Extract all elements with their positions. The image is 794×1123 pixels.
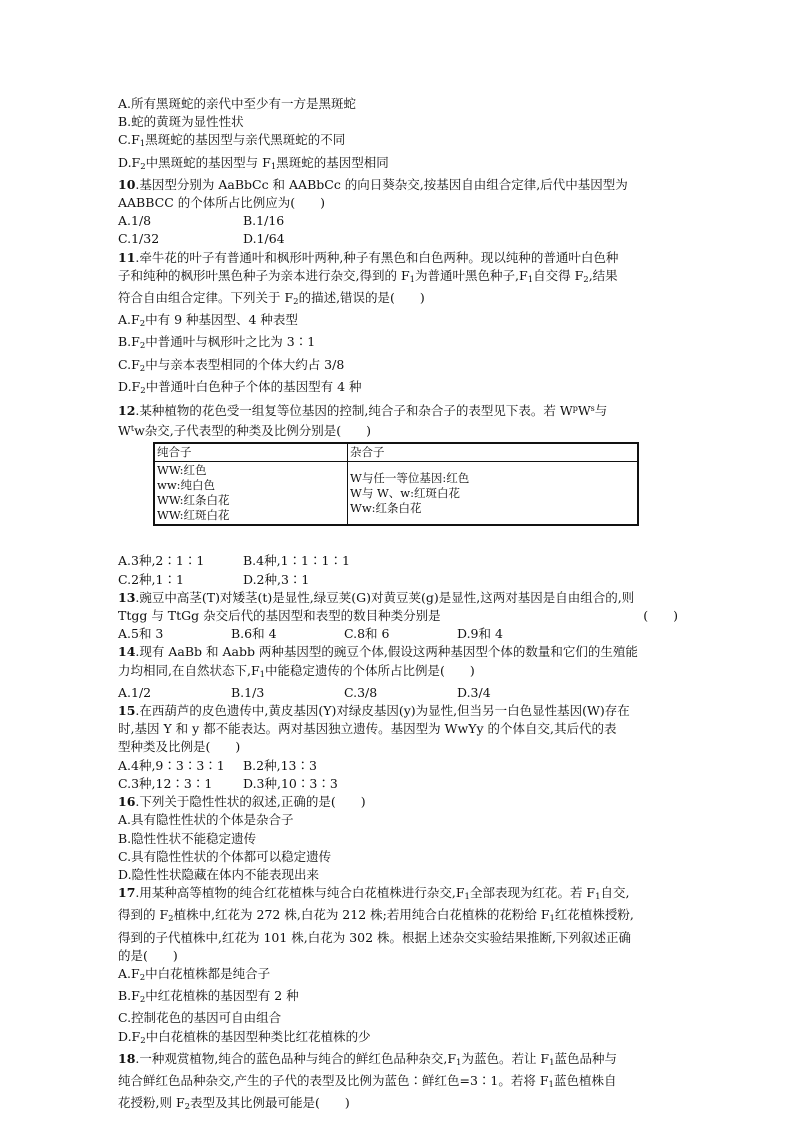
q10-options-row2: C.1/32 D.1/64	[118, 231, 285, 247]
q17-option-c: C.控制花色的基因可自由组合	[118, 1010, 282, 1026]
q16-stem: 16.下列关于隐性性状的叙述,正确的是( )	[118, 794, 366, 810]
q17-stem-3: 得到的子代植株中,红花为 101 株,白花为 302 株。根据上述杂交实验结果推断,下列叙述正确	[118, 929, 632, 945]
q11-option-b: $B.F_2$中普通叶与枫形叶之比为 3∶1	[118, 334, 316, 352]
q11-stem: 11.牵牛花的叶子有普通叶和枫形叶两种,种子有黑色和白色两种。现以纯种的普通叶白色种	[118, 249, 619, 265]
q11-stem-2: 子和纯种的枫形叶黑色种子为亲本进行杂交,得到的 $F_1$为普通叶黑色种子$,F_1$自交得 $F_2$,结果	[118, 267, 618, 285]
q18-stem: 18.一种观赏植物,纯合的蓝色品种与纯合的鲜红色品种杂交$,F_1$为蓝色。若让 $F_1$蓝色品种与	[118, 1050, 618, 1068]
table-cell-heterozygous: W与任一等位基因:红色 W与 W、w:红斑白花 Ww:红条白花	[348, 462, 639, 526]
q10-stem-2: AABBCC 的个体所占比例应为( )	[118, 195, 326, 211]
q17-option-a: $A.F_2$中白花植株都是纯合子	[118, 965, 271, 983]
q17-stem-4: 的是( )	[118, 947, 178, 963]
q11-option-c: $C.F_2$中与亲本表型相同的个体大约占 3/8	[118, 356, 345, 374]
q12-options-row2: C.2种,1∶1 D.2种,3∶1	[118, 571, 310, 587]
table-header-homozygous: 纯合子	[154, 443, 348, 462]
q17-option-d: $D.F_2$中白花植株的基因型种类比红花植株的少	[118, 1028, 371, 1046]
q15-options-row1: A.4种,9∶3∶3∶1 B.2种,13∶3	[118, 757, 317, 773]
q13-options: A.5和 3 B.6和 4 C.8和 6 D.9和 4	[118, 626, 503, 642]
q15-stem-2: 时,基因 Y 和 y 都不能表达。两对基因独立遗传。基因型为 WwYy 的个体自交,其后代的表	[118, 721, 617, 737]
table-header-heterozygous: 杂合子	[348, 443, 639, 462]
flower-color-table	[153, 442, 639, 526]
q10-stem: 10.基因型分别为 AaBbCc 和 AABbCc 的向日葵杂交,按基因自由组合定律,后代中基因型为	[118, 176, 628, 192]
q9-option-b: B.蛇的黄斑为显性性状	[118, 114, 244, 130]
q9-option-d: $D.F_2$中黑斑蛇的基因型与 $F_1$黑斑蛇的基因型相同	[118, 154, 389, 172]
q16-option-b: B.隐性性状不能稳定遗传	[118, 830, 257, 846]
q11-stem-3: 符合自由组合定律。下列关于 $F_2$的描述,错误的是( )	[118, 290, 425, 308]
q9-option-c: $C.F_1$黑斑蛇的基因型与亲代黑斑蛇的不同	[118, 132, 346, 150]
q16-option-a: A.具有隐性性状的个体是杂合子	[118, 812, 294, 828]
q15-stem-3: 型种类及比例是( )	[118, 739, 241, 755]
q18-stem-3: 花授粉,则 $F_2$表型及其比例最可能是( )	[118, 1095, 350, 1113]
q12-stem-2: $W^tw$杂交,子代表型的种类及比例分别是( )	[118, 423, 372, 439]
q11-option-d: $D.F_2$中普通叶白色种子个体的基因型有 4 种	[118, 378, 362, 396]
q13-stem-2: Ttgg 与 TtGg 杂交后代的基因型和表型的数目种类分别是 ( )	[118, 608, 678, 624]
q10-options-row1: A.1/8 B.1/16	[118, 213, 285, 229]
exam-page	[118, 95, 678, 1116]
q13-stem: 13.豌豆中高茎(T)对矮茎(t)是显性,绿豆荚(G)对黄豆荚(g)是显性,这两对基因是自由组合的,则	[118, 589, 635, 605]
q15-options-row2: C.3种,12∶3∶1 D.3种,10∶3∶3	[118, 775, 338, 791]
q11-option-a: $A.F_2$中有 9 种基因型、4 种表型	[118, 312, 298, 330]
q18-stem-2: 纯合鲜红色品种杂交,产生的子代的表型及比例为蓝色∶鲜红色=3∶1。若将 $F_1$蓝色植株自	[118, 1072, 617, 1090]
q15-stem: 15.在西葫芦的皮色遗传中,黄皮基因(Y)对绿皮基因(y)为显性,但当另一白色显性基因(W)存在	[118, 703, 630, 719]
q16-option-d: D.隐性性状隐藏在体内不能表现出来	[118, 866, 320, 882]
q17-option-b: $B.F_2$中红花植株的基因型有 2 种	[118, 988, 299, 1006]
table-cell-homozygous: WW:红色 ww:纯白色 WW:红条白花 WW:红斑白花	[154, 462, 348, 526]
q9-option-a: A.所有黑斑蛇的亲代中至少有一方是黑斑蛇	[118, 96, 357, 111]
q12-options-row1: A.3种,2∶1∶1 B.4种,1∶1∶1∶1	[118, 553, 350, 569]
q16-option-c: C.具有隐性性状的个体都可以稳定遗传	[118, 848, 332, 864]
q17-stem: 17.用某种高等植物的纯合红花植株与纯合白花植株进行杂交$,F_1$全部表现为红花。若 $F_1$自交,	[118, 885, 630, 903]
q14-stem-2: 力均相同,在自然状态下$,F_1$中能稳定遗传的个体所占比例是( )	[118, 662, 475, 680]
q17-stem-2: 得到的 $F_2$植株中,红花为 272 株,白花为 212 株;若用纯合白花植株的花粉给 $F_1$红花植株授粉,	[118, 907, 634, 925]
q12-stem: 12.某种植物的花色受一组复等位基因的控制,纯合子和杂合子的表型见下表。若 $W^pW^s$与	[118, 403, 608, 419]
q14-stem: 14.现有 AaBb 和 Aabb 两种基因型的豌豆个体,假设这两种基因型个体的数量和它们的生殖能	[118, 644, 638, 660]
q14-options: A.1/2 B.1/3 C.3/8 D.3/4	[118, 684, 491, 700]
